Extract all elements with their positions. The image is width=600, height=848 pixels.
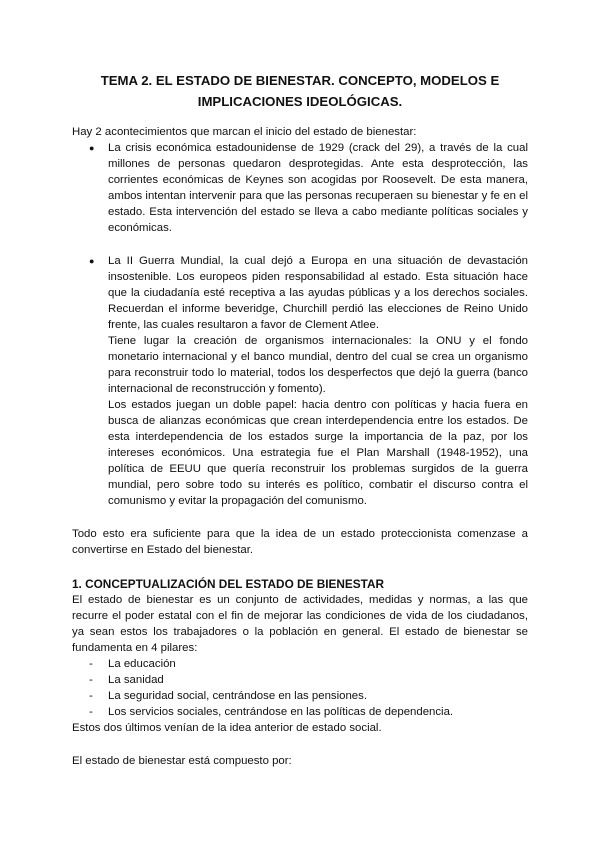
document-page bbox=[72, 70, 528, 769]
pillar-text: Los servicios sociales, centrándose en las políticas de dependencia. bbox=[108, 706, 454, 718]
list-item bbox=[72, 672, 528, 688]
list-item bbox=[72, 140, 528, 236]
pillar-text: La seguridad social, centrándose en las pensiones. bbox=[108, 690, 367, 702]
dash-marker: - bbox=[89, 658, 93, 670]
after-pillars-paragraph: Estos dos últimos venían de la idea anterior de estado social. bbox=[72, 722, 382, 734]
dash-marker: - bbox=[89, 706, 93, 718]
pillars-list bbox=[72, 656, 528, 720]
list-item bbox=[72, 656, 528, 672]
pillar-text: La sanidad bbox=[108, 674, 164, 686]
title-line-1: TEMA 2. EL ESTADO DE BIENESTAR. CONCEPTO, MODELOS E bbox=[100, 73, 500, 88]
bullet-paragraph: La crisis económica estadounidense de 1929 (crack del 29), a través de la cual millones de personas quedaron desprotegidas. Ante esta desprotección, las corrientes económicas de Keynes son acogidas por Roosevelt. De esta manera, ambos intentan intervenir para que las personas recuperaen su bienestar y fe en el estado. Esta intervención del estado se lleva a cabo mediante políticas sociales y económicas. bbox=[108, 142, 528, 234]
section-paragraph: El estado de bienestar es un conjunto de actividades, medidas y normas, a las que recurre el poder estatal con el fin de mejorar las condiciones de vida de los ciudadanos, ya sean estos los trabajadores o la población en general. El estado de bienestar se fundamenta en 4 pilares: bbox=[72, 594, 528, 654]
list-item bbox=[72, 688, 528, 704]
composition-paragraph: El estado de bienestar está compuesto por: bbox=[72, 755, 292, 767]
section-heading: 1. CONCEPTUALIZACIÓN DEL ESTADO DE BIENESTAR bbox=[72, 577, 384, 591]
document-title bbox=[72, 70, 528, 112]
title-line-2: IMPLICACIONES IDEOLÓGICAS. bbox=[197, 94, 403, 109]
bullet-paragraph: Tiene lugar la creación de organismos internacionales: la ONU y el fondo monetario internacional y el banco mundial, dentro del cual se crea un organismo para reconstruir todo lo material, todos los desperfectos que dejó la guerra (banco internacional de reconstrucción y fomento). bbox=[108, 335, 528, 395]
dash-marker: - bbox=[89, 674, 93, 686]
events-list bbox=[72, 140, 528, 509]
pillar-text: La educación bbox=[108, 658, 176, 670]
bullet-icon: ● bbox=[89, 143, 95, 153]
dash-marker: - bbox=[89, 690, 93, 702]
closing-paragraph: Todo esto era suficiente para que la idea de un estado proteccionista comenzase a convertirse en Estado del bienestar. bbox=[72, 528, 528, 556]
bullet-icon: ● bbox=[89, 256, 95, 266]
list-item bbox=[72, 704, 528, 720]
bullet-paragraph: La II Guerra Mundial, la cual dejó a Europa en una situación de devastación insostenible. Los europeos piden responsabilidad al estado. Esta situación hace que la ciudadanía esté receptiva a las ayudas públicas y a los derechos sociales. Recuerdan el informe beveridge, Churchill perdió las elecciones de Reino Unido frente, las cuales resultaron a favor de Clement Atlee. bbox=[108, 255, 528, 331]
intro-paragraph: Hay 2 acontecimientos que marcan el inicio del estado de bienestar: bbox=[72, 126, 417, 138]
list-item bbox=[72, 253, 528, 509]
bullet-paragraph: Los estados juegan un doble papel: hacia dentro con políticas y hacia fuera en busca de alianzas económicas que crean interdependencia entre los estados. De esta interdependencia de los estados surge la importancia de la paz, por los intereses económicos. Una estrategia fue el Plan Marshall (1948-1952), una política de EEUU que quería reconstruir los problemas surgidos de la guerra mundial, pero sobre todo su interés es político, combatir el discurso contra el comunismo y evitar la propagación del comunismo. bbox=[108, 399, 528, 507]
